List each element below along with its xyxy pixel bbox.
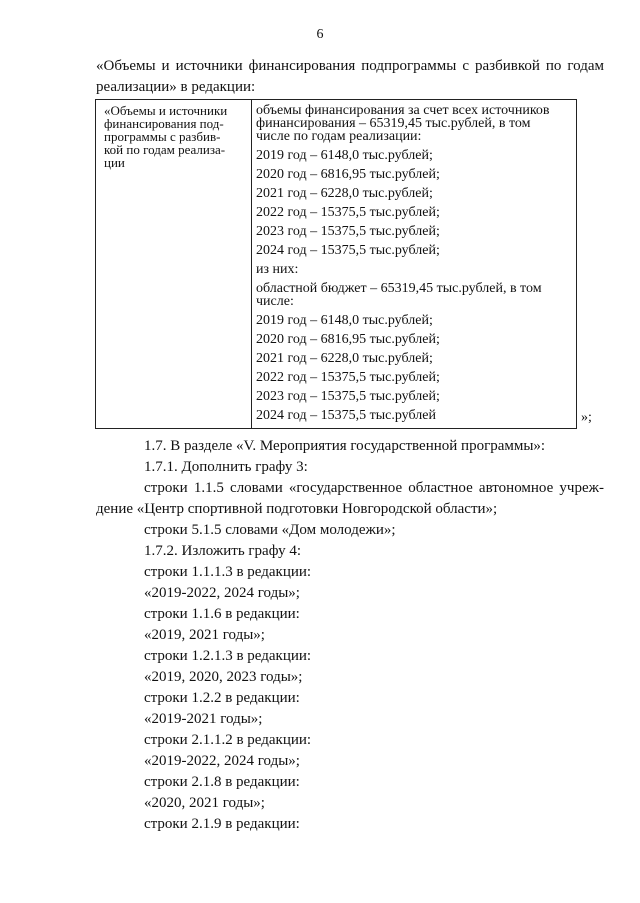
section-heading: 1.7. В разделе «V. Мероприятия государственной программы»: [144,438,546,454]
year-total-row: 2021 год – 6228,0 тыс.рублей; [256,186,433,201]
body-line: строки 1.2.1.3 в редакции: [144,648,312,664]
year-total-row: 2022 год – 15375,5 тыс.рублей; [256,205,440,220]
left-cell-line: ции [104,155,125,170]
left-cell-line: программы с разбив- [104,129,221,144]
body-text [96,436,604,835]
summary-line: областной бюджет – 65319,45 тыс.рублей, в том [256,281,542,296]
body-line: строки 1.2.2 в редакции: [144,690,300,706]
intro-paragraph: «Объемы и источники финансирования подпрограммы с разбивкой по годам реализации» в редакции: [96,58,604,95]
table-column-divider [251,100,252,428]
table-right-cell [256,104,574,425]
year-total-row: 2019 год – 6148,0 тыс.рублей; [256,148,433,163]
body-line: строки 2.1.8 в редакции: [144,774,300,790]
body-line: «2020, 2021 годы»; [144,795,265,811]
year-regional-row: 2021 год – 6228,0 тыс.рублей; [256,351,433,366]
body-line: строки 5.1.5 словами «Дом молодежи»; [144,522,396,538]
body-line: строки 2.1.1.2 в редакции: [144,732,312,748]
body-line: строки 1.1.5 словами «государственное областное автономное учреж- [144,480,604,496]
subsection-heading: 1.7.2. Изложить графу 4: [144,543,301,559]
year-total-row: 2023 год – 15375,5 тыс.рублей; [256,224,440,239]
left-cell-line: кой по годам реализа- [104,142,226,157]
year-regional-row: 2019 год – 6148,0 тыс.рублей; [256,313,433,328]
left-cell-line: «Объемы и источники [104,103,228,118]
summary-line: числе: [256,294,294,309]
body-line: «2019-2022, 2024 годы»; [144,753,300,769]
body-line: «2019-2021 годы»; [144,711,263,727]
page-number: 6 [316,27,324,42]
summary-line: объемы финансирования за счет всех источников [256,103,550,118]
table-closing-quote: »; [581,410,592,425]
summary-line: финансирования – 65319,45 тыс.рублей, в том [256,116,531,131]
regional-budget-summary [256,282,574,308]
of-them-label: из них: [256,262,299,277]
table-left-cell [104,104,248,169]
year-regional-row: 2024 год – 15375,5 тыс.рублей [256,408,436,423]
body-line: строки 2.1.9 в редакции: [144,816,300,832]
body-line: «2019, 2021 годы»; [144,627,265,643]
subsection-heading: 1.7.1. Дополнить графу 3: [144,459,308,475]
body-line: дение «Центр спортивной подготовки Новгородской области»; [96,501,498,517]
financing-table [95,99,577,429]
total-funding-summary [256,104,574,143]
body-line: строки 1.1.6 в редакции: [144,606,300,622]
year-total-row: 2020 год – 6816,95 тыс.рублей; [256,167,440,182]
body-line: строки 1.1.1.3 в редакции: [144,564,312,580]
summary-line: числе по годам реализации: [256,129,422,144]
year-regional-row: 2022 год – 15375,5 тыс.рублей; [256,370,440,385]
year-regional-row: 2023 год – 15375,5 тыс.рублей; [256,389,440,404]
year-regional-row: 2020 год – 6816,95 тыс.рублей; [256,332,440,347]
body-line: «2019-2022, 2024 годы»; [144,585,300,601]
year-total-row: 2024 год – 15375,5 тыс.рублей; [256,243,440,258]
body-line: «2019, 2020, 2023 годы»; [144,669,303,685]
left-cell-line: финансирования под- [104,116,224,131]
